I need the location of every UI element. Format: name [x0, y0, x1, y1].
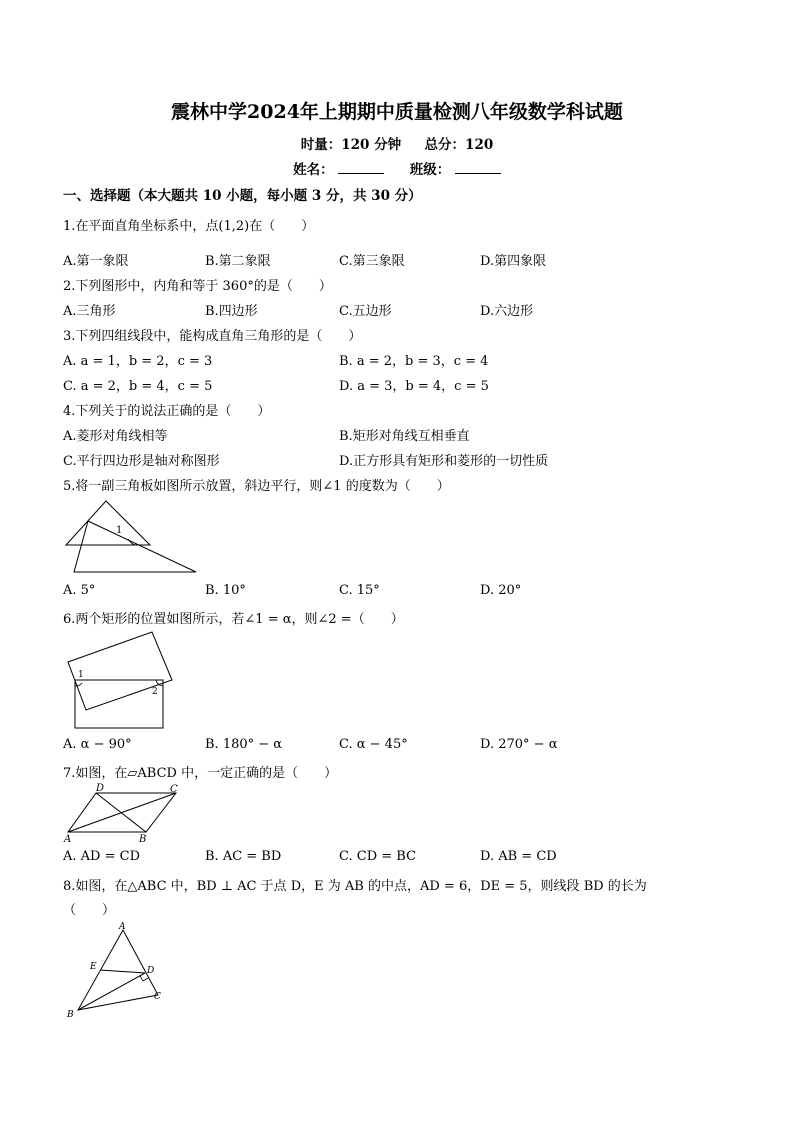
question-2-option-b[interactable]: B.四边形	[205, 304, 258, 319]
triangle-ruler-45	[66, 501, 150, 545]
vertex-c-label: C	[170, 784, 178, 795]
question-8-figure	[60, 920, 170, 1020]
question-6-option-a[interactable]: A. α − 90°	[63, 737, 132, 752]
question-7-figure	[60, 780, 188, 845]
triangle-ruler-30	[74, 521, 196, 572]
diagonal-bd	[96, 793, 146, 832]
segment-de	[100, 970, 145, 973]
angle-2-label: 2	[152, 687, 158, 697]
question-2-stem: 2.下列图形中，内角和等于 360°的是（ ）	[63, 279, 332, 294]
right-angle-mark	[140, 976, 148, 981]
question-7-option-d[interactable]: D. AB = CD	[480, 849, 557, 864]
section-heading: 一、选择题（本大题共 10 小题，每小题 3 分，共 30 分）	[63, 188, 422, 204]
vertex-c-label: C	[154, 992, 161, 1002]
question-1-option-a[interactable]: A.第一象限	[63, 254, 129, 269]
vertex-b-label: B	[139, 834, 147, 845]
question-6-option-b[interactable]: B. 180° − α	[205, 737, 283, 752]
question-7-stem: 7.如图，在▱ABCD 中，一定正确的是（ ）	[63, 766, 338, 781]
question-1-option-c[interactable]: C.第三象限	[339, 254, 405, 269]
question-5-option-b[interactable]: B. 10°	[205, 583, 246, 598]
question-5-option-a[interactable]: A. 5°	[63, 583, 96, 598]
question-2-option-c[interactable]: C.五边形	[339, 304, 392, 319]
question-3-option-a[interactable]: A. a = 1，b = 2，c = 3	[63, 354, 213, 369]
question-4-option-d[interactable]: D.正方形具有矩形和菱形的一切性质	[339, 454, 549, 469]
exam-meta	[0, 133, 794, 153]
question-4-option-b[interactable]: B.矩形对角线互相垂直	[339, 429, 470, 444]
question-3-option-b[interactable]: B. a = 2，b = 3，c = 4	[339, 354, 489, 369]
question-8-stem-continued: （ ）	[63, 903, 116, 918]
time-label: 时量：120 分钟	[300, 137, 402, 153]
question-6-stem: 6.两个矩形的位置如图所示，若∠1 = α，则∠2 =（ ）	[63, 612, 404, 627]
point-e-label: E	[90, 962, 97, 972]
name-label: 姓名：	[293, 162, 334, 178]
point-d-label: D	[147, 966, 155, 976]
question-3-stem: 3.下列四组线段中，能构成直角三角形的是（ ）	[63, 329, 362, 344]
exam-title: 震林中学2024年上期期中质量检测八年级数学科试题	[171, 101, 623, 123]
question-4-option-a[interactable]: A.菱形对角线相等	[63, 429, 168, 444]
question-1-option-d[interactable]: D.第四象限	[480, 254, 547, 269]
question-3-option-c[interactable]: C. a = 2，b = 4，c = 5	[63, 379, 213, 394]
angle-1-label: 1	[78, 670, 84, 680]
vertex-a-label: A	[64, 834, 72, 845]
name-blank[interactable]	[338, 160, 384, 174]
question-4-option-c[interactable]: C.平行四边形是轴对称图形	[63, 454, 220, 469]
class-label: 班级：	[409, 162, 451, 178]
student-info	[0, 158, 794, 178]
question-1-stem: 1.在平面直角坐标系中，点(1,2)在（ ）	[63, 219, 315, 234]
question-7-option-b[interactable]: B. AC = BD	[205, 849, 282, 864]
class-blank[interactable]	[455, 160, 501, 174]
question-7-option-c[interactable]: C. CD = BC	[339, 849, 417, 864]
question-8-stem: 8.如图，在△ABC 中，BD ⊥ AC 于点 D，E 为 AB 的中点，AD = 6，DE = 5，则线段 BD 的长为	[63, 879, 647, 894]
question-2-option-d[interactable]: D.六边形	[480, 304, 534, 319]
question-5-option-c[interactable]: C. 15°	[339, 583, 380, 598]
question-1-option-b[interactable]: B.第二象限	[205, 254, 271, 269]
question-4-stem: 4.下列关于的说法正确的是（ ）	[63, 404, 271, 419]
question-6-option-c[interactable]: C. α − 45°	[339, 737, 408, 752]
question-3-option-d[interactable]: D. a = 3，b = 4，c = 5	[339, 379, 489, 394]
vertex-d-label: D	[96, 783, 105, 794]
question-7-option-a[interactable]: A. AD = CD	[63, 849, 140, 864]
question-2-option-a[interactable]: A.三角形	[63, 304, 116, 319]
score-label: 总分：120	[424, 137, 494, 153]
question-5-option-d[interactable]: D. 20°	[480, 583, 522, 598]
angle-1-label: 1	[116, 525, 123, 536]
diagonal-ac	[68, 793, 176, 832]
question-6-figure	[60, 628, 178, 734]
lower-rectangle	[75, 680, 163, 728]
question-5-figure	[60, 495, 205, 577]
vertex-b-label: B	[67, 1010, 74, 1020]
question-6-option-d[interactable]: D. 270° − α	[480, 737, 558, 752]
vertex-a-label: A	[119, 922, 126, 932]
question-5-stem: 5.将一副三角板如图所示放置，斜边平行，则∠1 的度数为（ ）	[63, 479, 450, 494]
